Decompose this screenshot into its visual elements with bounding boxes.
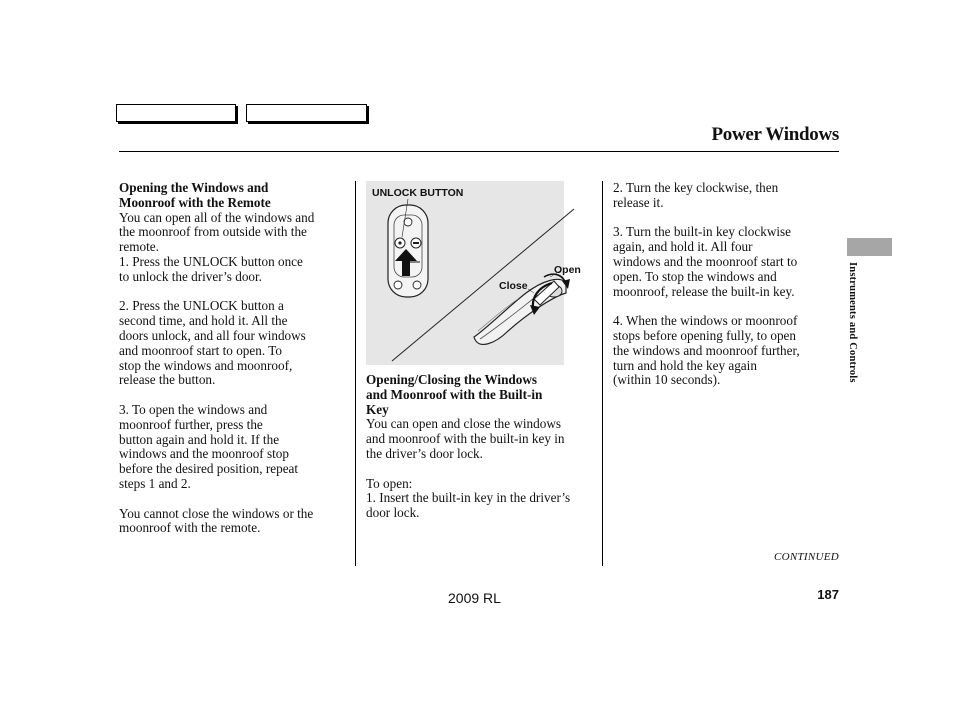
left-column <box>119 181 349 536</box>
step-line: moonroof further, press the <box>119 416 263 432</box>
step-line: and moonroof start to open. To <box>119 342 282 358</box>
column-divider-1 <box>355 181 356 566</box>
remote-step-2 <box>119 299 349 388</box>
key-step-3 <box>613 225 845 299</box>
step-line: moonroof, release the built-in key. <box>613 283 795 299</box>
step-line: 2. Turn the key clockwise, then <box>613 180 779 195</box>
step-line: button again and hold it. If the <box>119 431 280 447</box>
remote-heading-line2: Moonroof with the Remote <box>119 194 271 210</box>
key-step-4 <box>613 314 845 388</box>
step-line: the windows and moonroof further, <box>613 342 800 358</box>
column-divider-2 <box>602 181 603 566</box>
remote-note-line: moonroof with the remote. <box>119 520 261 536</box>
step-line: open. To stop the windows and <box>613 268 777 284</box>
key-intro-line: and moonroof with the built-in key in <box>366 431 565 447</box>
nav-box-right[interactable] <box>246 104 367 122</box>
middle-column <box>366 373 600 521</box>
model-label: 2009 RL <box>448 590 501 606</box>
step-line: 4. When the windows or moonroof <box>613 313 798 329</box>
step-line: release it. <box>613 194 664 210</box>
remote-top-button <box>404 218 412 226</box>
step-line: steps 1 and 2. <box>119 475 191 491</box>
remote-step-1 <box>119 255 349 285</box>
right-column <box>613 181 845 388</box>
unlock-button-label: UNLOCK BUTTON <box>372 187 464 199</box>
step-line: before the desired position, repeat <box>119 461 299 477</box>
key-heading-line: Key <box>366 401 389 417</box>
step-line: windows and the moonroof start to <box>613 253 798 269</box>
step-line: release the button. <box>119 372 216 388</box>
remote-bottom-button <box>394 281 402 289</box>
step-line: turn and hold the key again <box>613 357 757 373</box>
remote-intro-line: You can open all of the windows and <box>119 209 315 225</box>
step-line: second time, and hold it. All the <box>119 313 288 329</box>
page-title: Power Windows <box>711 124 839 145</box>
step-line: (within 10 seconds). <box>613 372 721 388</box>
remote-step-3 <box>119 403 349 492</box>
step-line: 2. Press the UNLOCK button a <box>119 298 284 314</box>
remote-note-line: You cannot close the windows or the <box>119 505 314 521</box>
remote-bottom-button <box>413 281 421 289</box>
step-line: 3. Turn the built-in key clockwise <box>613 224 792 240</box>
step-line: windows and the moonroof stop <box>119 446 289 462</box>
continued-label: CONTINUED <box>773 551 839 563</box>
key-illustration <box>366 181 564 365</box>
step-line: doors unlock, and all four windows <box>119 327 306 343</box>
step-line: 1. Press the UNLOCK button once <box>119 253 303 269</box>
step-line: door lock. <box>366 505 420 521</box>
key-step-1 <box>366 491 600 521</box>
step-line: again, and hold it. All four <box>613 239 753 255</box>
remote-intro-line: remote. <box>119 239 159 255</box>
open-label: Open <box>554 264 581 276</box>
step-line: stops before opening fully, to open <box>613 327 797 343</box>
key-intro-line: the driver’s door lock. <box>366 445 483 461</box>
section-tab-text: Instruments and Controls <box>847 262 858 383</box>
key-step-2 <box>613 181 845 211</box>
step-line: 1. Insert the built-in key in the driver’s <box>366 490 571 506</box>
title-rule <box>119 151 839 152</box>
remote-heading-line1: Opening the Windows and <box>119 180 269 195</box>
remote-intro-line: the moonroof from outside with the <box>119 224 307 240</box>
nav-box-left[interactable] <box>116 104 236 122</box>
close-label: Close <box>499 280 528 292</box>
section-tab-label <box>847 262 861 402</box>
section-tab[interactable] <box>847 238 892 256</box>
step-line: stop the windows and moonroof, <box>119 357 293 373</box>
page-number: 187 <box>817 587 839 602</box>
key-heading-line: and Moonroof with the Built-in <box>366 386 543 402</box>
key-heading-line: Opening/Closing the Windows <box>366 372 538 387</box>
to-open-label: To open: <box>366 475 413 491</box>
key-figure <box>366 181 581 365</box>
step-line: to unlock the driver’s door. <box>119 268 262 284</box>
step-line: 3. To open the windows and <box>119 401 268 417</box>
key-intro-line: You can open and close the windows <box>366 416 561 432</box>
